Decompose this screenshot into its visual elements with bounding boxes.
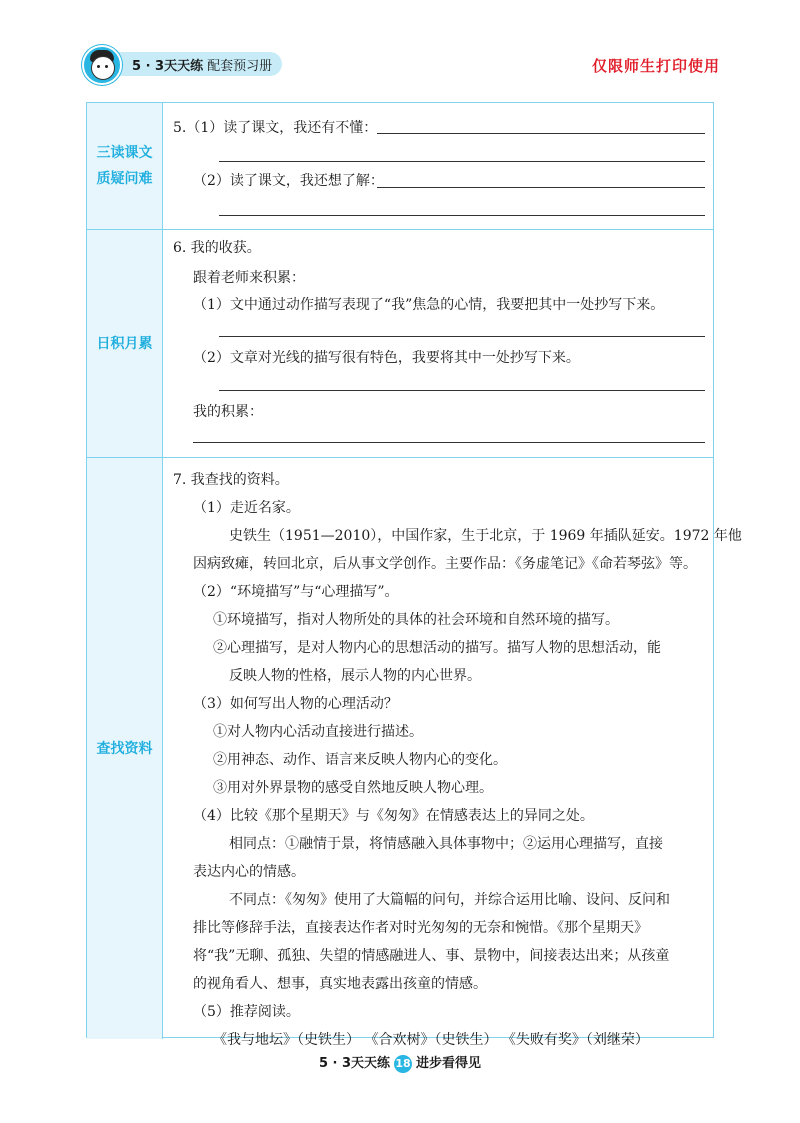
paragraph-line: ②用神态、动作、语言来反映人物内心的变化。	[213, 752, 507, 768]
section-accumulation	[87, 229, 713, 457]
page-header	[0, 0, 800, 100]
question-6-1: （1）文中通过动作描写表现了“我”焦急的心情，我要把其中一处抄写下来。	[193, 297, 665, 313]
section-label	[87, 103, 163, 229]
paragraph-line: 表达内心的情感。	[193, 864, 305, 880]
question-5-1: 5.（1）读了课文，我还有不懂：	[173, 120, 378, 136]
section-content	[173, 103, 705, 229]
reading-list: 《我与地坛》（史铁生） 《合欢树》（史铁生） 《失败有奖》（刘继荣）	[213, 1032, 649, 1048]
instruction: 跟着老师来积累：	[193, 270, 305, 286]
paragraph-line: ③用对外界景物的感受自然地反映人物心理。	[213, 780, 493, 796]
answer-line[interactable]	[219, 161, 705, 162]
footer-brand: 5 · 3天天练	[318, 1056, 391, 1071]
subheading: （1）走近名家。	[193, 500, 300, 516]
section-label-line: 日积月累	[96, 335, 153, 352]
mascot-icon	[82, 45, 122, 85]
answer-line[interactable]	[377, 187, 705, 188]
paragraph-line: 反映人物的性格，展示人物的内心世界。	[229, 668, 481, 684]
section-content	[173, 458, 742, 1048]
section-label	[87, 458, 163, 1039]
question-6: 6. 我的收获。	[173, 240, 261, 256]
section-content	[173, 230, 705, 457]
paragraph-line: 将“我”无聊、孤独、失望的情感融进人、事、景物中，间接表达出来；从孩童	[193, 948, 670, 964]
question-7: 7. 我查找的资料。	[173, 472, 289, 488]
answer-line[interactable]	[219, 390, 705, 391]
paragraph-line: 排比等修辞手法，直接表达作者对时光匆匆的无奈和惋惜。《那个星期天》	[193, 920, 648, 936]
subheading: （3）如何写出人物的心理活动？	[193, 696, 398, 712]
answer-line[interactable]	[193, 442, 705, 443]
paragraph-line: 因病致瘫，转回北京，后从事文学创作。主要作品：《务虚笔记》《命若琴弦》等。	[193, 556, 697, 572]
section-label	[87, 230, 163, 457]
paragraph-line: 的视角看人、想事，真实地表露出孩童的情感。	[193, 976, 487, 992]
paragraph-line: ①环境描写，指对人物所处的具体的社会环境和自然环境的描写。	[213, 612, 619, 628]
answer-line[interactable]	[219, 336, 705, 337]
answer-line[interactable]	[377, 133, 705, 134]
answer-line[interactable]	[219, 215, 705, 216]
section-research	[87, 457, 742, 1048]
subheading: （4）比较《那个星期天》与《匆匆》在情感表达上的异同之处。	[193, 808, 594, 824]
subheading: （5）推荐阅读。	[193, 1004, 300, 1020]
paragraph-line: 相同点：①融情于景，将情感融入具体事物中；②运用心理描写，直接	[229, 836, 663, 852]
section-label-line: 质疑问难	[96, 171, 153, 187]
question-6-2: （2）文章对光线的描写很有特色，我要将其中一处抄写下来。	[193, 350, 580, 366]
brand-title	[132, 55, 272, 74]
paragraph-line: ②心理描写，是对人物内心的思想活动的描写。描写人物的思想活动，能	[213, 640, 661, 656]
section-label-line: 三读课文	[96, 145, 153, 161]
subheading: （2）“环境描写”与“心理描写”。	[193, 584, 399, 600]
brand-subtitle: 配套预习册	[207, 59, 273, 74]
worksheet-table	[86, 102, 742, 1048]
section-label-line: 查找资料	[96, 740, 153, 757]
paragraph-line: ①对人物内心活动直接进行描述。	[213, 724, 423, 740]
paragraph-line: 史铁生（1951—2010），中国作家，生于北京，于 1969 年插队延安。1972 年他	[229, 528, 742, 544]
brand-name: 5 · 3天天练	[132, 59, 204, 74]
page-number: 18	[394, 1055, 412, 1073]
my-accumulation: 我的积累：	[193, 404, 263, 420]
page-footer	[0, 1052, 800, 1073]
restriction-notice: 仅限师生打印使用	[591, 57, 720, 75]
section-questions	[87, 103, 713, 229]
question-5-2: （2）读了课文，我还想了解：	[193, 173, 384, 189]
paragraph-line: 不同点：《匆匆》使用了大篇幅的问句，并综合运用比喻、设问、反问和	[229, 892, 670, 908]
footer-slogan: 进步看得见	[416, 1056, 482, 1071]
